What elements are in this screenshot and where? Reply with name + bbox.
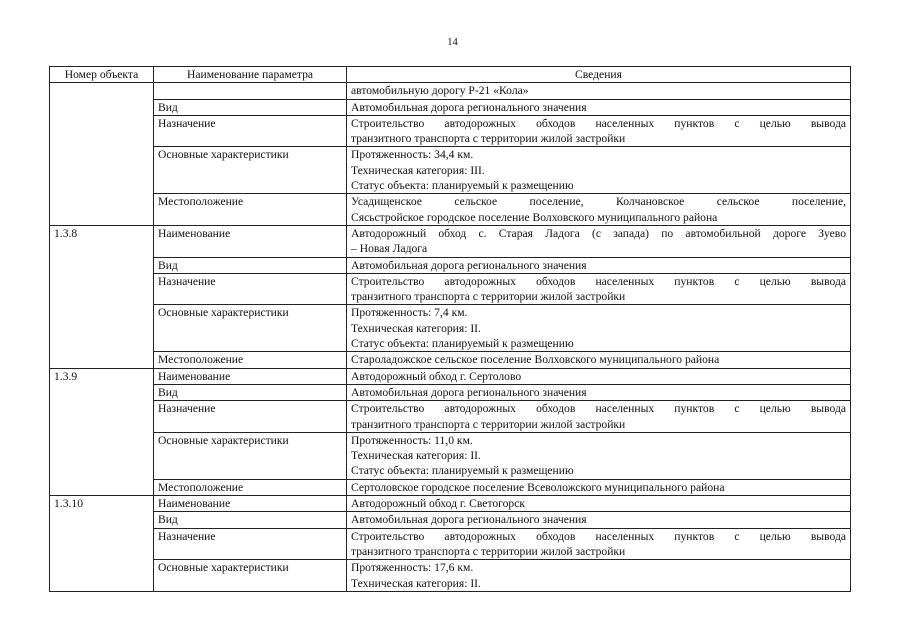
table-row [50, 479, 851, 495]
info-line: Статус объекта: планируемый к размещению [351, 337, 574, 351]
param-cell: Местоположение [154, 479, 347, 495]
info-line: Автодорожный обход с. Старая Ладога (с запада) по автомобильной дороге Зуево [351, 226, 846, 240]
info-cell [347, 368, 851, 384]
info-line: Автомобильная дорога регионального значения [351, 100, 587, 114]
table-row [50, 432, 851, 479]
info-line: Техническая категория: III. [351, 163, 485, 177]
table-row [50, 305, 851, 352]
info-cell [347, 432, 851, 479]
table-row [50, 352, 851, 368]
info-line: Статус объекта: планируемый к размещению [351, 179, 574, 193]
parameters-table [49, 66, 851, 592]
info-line: Автомобильная дорога регионального значения [351, 513, 587, 527]
continuation-object-cell [50, 83, 154, 226]
object-number-cell: 1.3.9 [50, 368, 154, 495]
table-row [50, 512, 851, 528]
table-body [50, 83, 851, 592]
table-row [50, 528, 851, 560]
object-number-cell: 1.3.10 [50, 496, 154, 592]
param-cell: Назначение [154, 115, 347, 147]
info-line: Сертоловское городское поселение Всеволожского муниципального района [351, 480, 725, 494]
table-row [50, 496, 851, 512]
info-line: транзитного транспорта с территории жилой застройки [351, 417, 626, 431]
info-line: Строительство автодорожных обходов населенных пунктов с целью вывода [351, 402, 846, 416]
info-line: Строительство автодорожных обходов населенных пунктов с целью вывода [351, 116, 846, 130]
info-cell [347, 528, 851, 560]
info-line: Автомобильная дорога регионального значения [351, 258, 587, 272]
param-cell: Вид [154, 512, 347, 528]
info-line: Усадищенское сельское поселение, Колчановское сельское поселение, [351, 195, 846, 209]
info-cell [347, 352, 851, 368]
param-cell: Наименование [154, 368, 347, 384]
object-number-cell: 1.3.8 [50, 225, 154, 368]
info-cell [347, 384, 851, 400]
param-cell: Вид [154, 99, 347, 115]
info-cell [347, 273, 851, 305]
table-row [50, 99, 851, 115]
info-line: Техническая категория: II. [351, 576, 481, 590]
table-row [50, 368, 851, 384]
table-row [50, 225, 851, 257]
param-cell: Наименование [154, 496, 347, 512]
info-line: Техническая категория: II. [351, 321, 481, 335]
info-line: – Новая Ладога [351, 242, 428, 256]
continuation-info-cell: автомобильную дорогу Р-21 «Кола» [347, 83, 851, 99]
info-line: Строительство автодорожных обходов населенных пунктов с целью вывода [351, 274, 846, 288]
page-number: 14 [447, 37, 458, 48]
info-line: Протяженность: 11,0 км. [351, 433, 473, 447]
param-cell: Вид [154, 384, 347, 400]
info-line: транзитного транспорта с территории жилой застройки [351, 132, 626, 146]
header-parameter: Наименование параметра [154, 67, 347, 83]
header-info: Сведения [347, 67, 851, 83]
param-cell: Вид [154, 257, 347, 273]
info-line: Протяженность: 17,6 км. [351, 561, 474, 575]
info-cell [347, 194, 851, 226]
info-line: Статус объекта: планируемый к размещению [351, 464, 574, 478]
param-cell: Наименование [154, 225, 347, 257]
table-row [50, 401, 851, 433]
info-line: Техническая категория: II. [351, 449, 481, 463]
info-cell [347, 560, 851, 592]
info-line: Автодорожный обход г. Сертолово [351, 369, 522, 383]
table-row [50, 194, 851, 226]
info-line: Протяженность: 7,4 км. [351, 306, 468, 320]
param-cell: Назначение [154, 273, 347, 305]
info-cell [347, 115, 851, 147]
info-line: Автомобильная дорога регионального значения [351, 385, 587, 399]
param-cell: Назначение [154, 528, 347, 560]
info-cell [347, 225, 851, 257]
table-row [50, 257, 851, 273]
param-cell: Основные характеристики [154, 305, 347, 352]
param-cell: Местоположение [154, 352, 347, 368]
info-cell [347, 479, 851, 495]
info-line: Протяженность: 34,4 км. [351, 148, 474, 162]
param-cell: Назначение [154, 401, 347, 433]
info-line: транзитного транспорта с территории жилой застройки [351, 544, 626, 558]
info-line: транзитного транспорта с территории жилой застройки [351, 290, 626, 304]
header-object-number: Номер объекта [50, 67, 154, 83]
info-cell [347, 147, 851, 194]
info-cell [347, 257, 851, 273]
info-cell [347, 305, 851, 352]
info-line: Автодорожный обход г. Светогорск [351, 497, 525, 511]
table-row [50, 147, 851, 194]
table-row [50, 560, 851, 592]
continuation-row [50, 83, 851, 99]
table-row [50, 273, 851, 305]
table-header-row [50, 67, 851, 83]
info-cell [347, 512, 851, 528]
info-line: Строительство автодорожных обходов населенных пунктов с целью вывода [351, 529, 846, 543]
info-cell [347, 496, 851, 512]
continuation-param-cell [154, 83, 347, 99]
info-cell [347, 401, 851, 433]
table-row [50, 384, 851, 400]
info-line: Староладожское сельское поселение Волховского муниципального района [351, 353, 720, 367]
param-cell: Основные характеристики [154, 147, 347, 194]
param-cell: Местоположение [154, 194, 347, 226]
param-cell: Основные характеристики [154, 560, 347, 592]
info-line: Сясьстройское городское поселение Волховского муниципального района [351, 210, 718, 224]
info-cell [347, 99, 851, 115]
table-row [50, 115, 851, 147]
param-cell: Основные характеристики [154, 432, 347, 479]
